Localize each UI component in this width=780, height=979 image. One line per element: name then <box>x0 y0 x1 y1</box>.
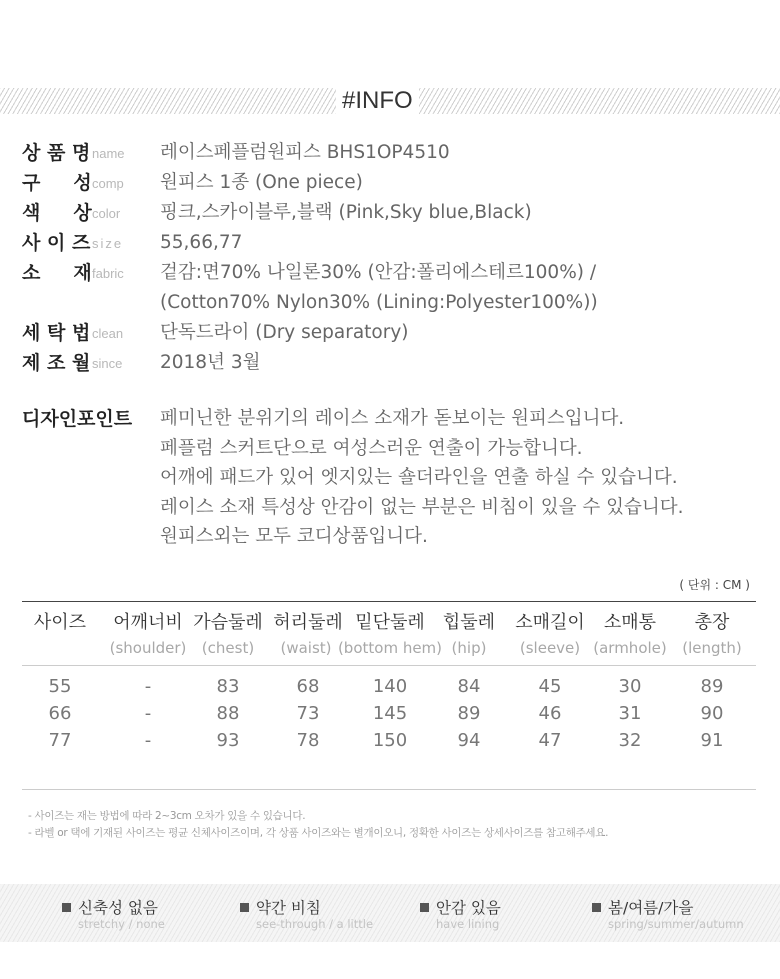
feature-sublabel: see-through / a little <box>256 917 374 931</box>
table-cell: 90 <box>700 703 724 724</box>
table-header-en: (length) <box>682 639 742 657</box>
info-sublabel: comp <box>92 176 124 191</box>
table-cell: - <box>144 676 152 697</box>
info-row-size <box>22 228 762 258</box>
info-row-name <box>22 138 762 168</box>
table-cell: 78 <box>296 730 320 751</box>
table-cell: 88 <box>216 703 240 724</box>
table-cell: 68 <box>296 676 320 697</box>
table-header: 총장 <box>694 612 730 633</box>
size-note: - 라벨 or 택에 기재된 사이즈는 평균 신체사이즈이며, 각 상품 사이즈와는 별개이오니, 정확한 사이즈는 상세사이즈를 참고해주세요. <box>28 827 609 839</box>
info-label: 사 이 즈 <box>22 232 91 254</box>
feature-label: 약간 비침 <box>256 899 321 917</box>
table-header-en: (bottom hem) <box>337 639 443 657</box>
table-cell: 45 <box>538 676 562 697</box>
table-cell: 31 <box>618 703 642 724</box>
table-cell: - <box>144 703 152 724</box>
table-header-en: (armhole) <box>593 639 667 657</box>
info-label: 소 재 <box>22 262 92 284</box>
feature-sublabel: spring/summer/autumn <box>608 917 744 931</box>
info-sublabel: since <box>92 356 123 371</box>
design-point-label: 디자인포인트 <box>22 408 133 430</box>
info-sublabel: size <box>92 236 124 251</box>
table-header-en: (shoulder) <box>109 639 187 657</box>
size-notes <box>28 808 608 842</box>
table-cell: - <box>144 730 152 751</box>
info-row-fabric <box>22 258 762 288</box>
info-value: 원피스 1종 (One piece) <box>160 172 363 193</box>
feature-label: 봄/여름/가을 <box>608 899 694 917</box>
info-label: 색 상 <box>22 202 92 224</box>
design-line: 원피스외는 모두 코디상품입니다. <box>160 526 428 547</box>
info-sublabel: clean <box>92 326 124 341</box>
table-header: 가슴둘레 <box>193 612 263 633</box>
design-line: 어깨에 패드가 있어 엣지있는 숄더라인을 연출 하실 수 있습니다. <box>160 467 678 488</box>
info-label: 상 품 명 <box>22 142 91 164</box>
table-header: 힙둘레 <box>442 612 496 633</box>
info-value: 겉감:면70% 나일론30% (안감:폴리에스테르100%) / <box>160 262 597 283</box>
info-value: 단독드라이 (Dry separatory) <box>160 322 409 343</box>
table-header-en: (waist) <box>280 639 332 657</box>
table-cell: 55 <box>48 676 72 697</box>
table-cell: 140 <box>372 676 408 697</box>
info-sublabel: color <box>92 206 121 221</box>
square-bullet-icon <box>240 903 249 912</box>
page-title: #INFO <box>336 86 419 116</box>
table-header-rule <box>22 665 756 666</box>
info-value: (Cotton70% Nylon30% (Lining:Polyester100%)) <box>160 292 598 313</box>
design-line: 페플럼 스커트단으로 여성스러운 연출이 가능합니다. <box>160 437 583 459</box>
table-cell: 77 <box>48 730 72 751</box>
info-row-fabric-cont <box>22 288 762 318</box>
table-cell: 30 <box>618 676 642 697</box>
square-bullet-icon <box>420 903 429 912</box>
table-cell: 66 <box>48 703 72 724</box>
info-sublabel: name <box>92 146 125 161</box>
table-header: 소매통 <box>603 612 657 633</box>
table-cell: 32 <box>618 730 642 751</box>
info-value: 레이스페플럼원피스 BHS1OP4510 <box>160 142 450 163</box>
square-bullet-icon <box>592 903 601 912</box>
table-cell: 150 <box>372 730 408 751</box>
info-row-since <box>22 348 762 378</box>
table-header: 밑단둘레 <box>355 612 425 633</box>
info-label: 제 조 월 <box>22 352 91 374</box>
table-cell: 83 <box>216 676 240 697</box>
info-row-comp <box>22 168 762 198</box>
design-line: 레이스 소재 특성상 안감이 없는 부분은 비침이 있을 수 있습니다. <box>160 496 684 518</box>
size-note: - 사이즈는 재는 방법에 따라 2~3cm 오차가 있을 수 있습니다. <box>28 810 306 822</box>
table-cell: 89 <box>457 703 481 724</box>
size-unit: ( 단위 : CM ) <box>679 578 750 592</box>
table-header: 소매길이 <box>515 612 585 633</box>
table-header: 허리둘레 <box>273 612 343 633</box>
table-header-en: (chest) <box>201 639 255 657</box>
info-row-clean <box>22 318 762 348</box>
feature-label: 안감 있음 <box>436 899 501 917</box>
feature-bar <box>0 884 780 942</box>
feature-label: 신축성 없음 <box>78 899 158 917</box>
table-cell: 91 <box>700 730 724 751</box>
product-info-list <box>22 138 762 378</box>
table-header-en: (sleeve) <box>519 639 581 657</box>
feature-sublabel: stretchy / none <box>78 917 165 931</box>
info-value: 핑크,스카이블루,블랙 (Pink,Sky blue,Black) <box>160 202 532 223</box>
feature-sublabel: have lining <box>436 917 500 931</box>
design-point-lines <box>160 404 683 552</box>
table-cell: 73 <box>296 703 320 724</box>
table-cell: 145 <box>372 703 408 724</box>
table-cell: 89 <box>700 676 724 697</box>
info-row-color <box>22 198 762 228</box>
table-cell: 46 <box>538 703 562 724</box>
table-header: 어깨너비 <box>113 612 183 633</box>
info-value: 2018년 3월 <box>160 352 261 373</box>
table-cell: 47 <box>538 730 562 751</box>
square-bullet-icon <box>62 903 71 912</box>
table-cell: 94 <box>457 730 481 751</box>
table-header-en: (hip) <box>451 639 487 657</box>
info-label: 구 성 <box>22 172 92 194</box>
table-top-rule <box>22 601 756 602</box>
design-line: 페미닌한 분위기의 레이스 소재가 돋보이는 원피스입니다. <box>160 408 625 429</box>
table-cell: 84 <box>457 676 481 697</box>
info-value: 55,66,77 <box>160 232 243 253</box>
table-header: 사이즈 <box>33 612 87 633</box>
info-sublabel: fabric <box>92 266 124 281</box>
info-label: 세 탁 법 <box>22 322 91 344</box>
table-cell: 93 <box>216 730 240 751</box>
table-bottom-rule <box>22 789 756 790</box>
